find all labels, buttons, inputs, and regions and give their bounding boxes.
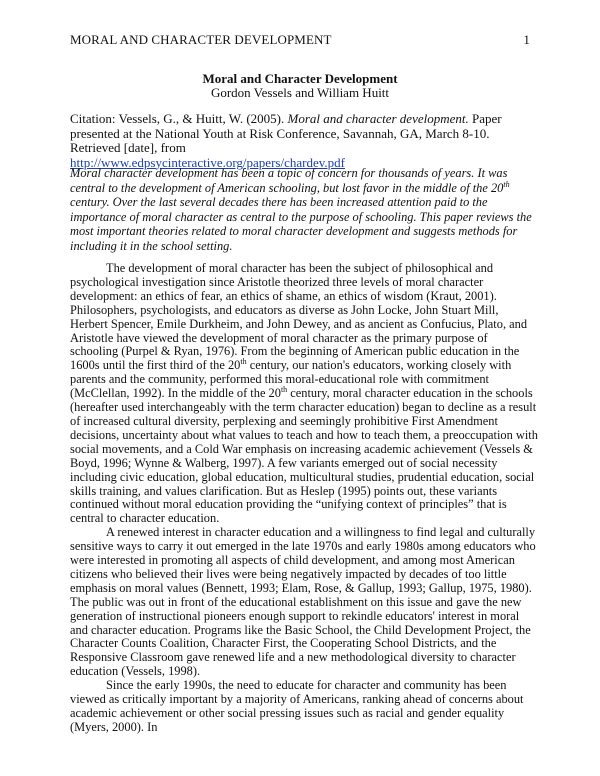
citation-work-title: Moral and character development. (287, 111, 469, 126)
paragraph-1-text-b: century, our nation's educators, working closely with parents and the community, performed this moral-educational role with commitment (McClellan, 1992). In the middle of the 20 (70, 358, 512, 401)
paper-authors: Gordon Vessels and William Huitt (210, 85, 390, 100)
abstract (70, 166, 540, 253)
title-block (70, 72, 530, 100)
citation-prefix: Citation: Vessels, G., & Huitt, W. (2005). (70, 111, 288, 126)
page-number: 1 (523, 32, 530, 47)
paragraph-2: A renewed interest in character education and a willingness to find legal and culturally sensitive ways to carry it out emerged in the late 1970s and early 1980s among educators who were interested in promoting all aspects of child development, and among most American citizens who believed their lives were being negatively impacted by decades of too little emphasis on moral values (Bennett, 1993; Elam, Rose, & Gallup, 1993; Gallup, 1975, 1980). The public was out in front of the educational establishment on this issue and gave the new generation of instructional pioneers enough support to rekindle educators' interest in moral and character education. Programs like the Basic School, the Child Development Project, the Character Counts Coalition, Character First, the Cooperating School Districts, and the Responsive Classroom gave renewed life and a new methodological diversity to character education (Vessels, 1998). (70, 525, 536, 679)
citation-url-link[interactable]: http://www.edpsycinteractive.org/papers/chardev.pdf (70, 154, 345, 170)
abstract-superscript: th (503, 179, 510, 189)
abstract-text-1: Moral character development has been a topic of concern for thousands of years. It was central to the development of American schooling, but lost favor in the middle of the 20 (70, 166, 508, 195)
paragraph-3: Since the early 1990s, the need to educate for character and community has been viewed as critically important by a majority of Americans, ranking ahead of concerns about academic achievement or other social pressing issues such as racial and gender equality (Myers, 2000). In (70, 678, 524, 734)
citation (70, 112, 540, 170)
paper-title: Moral and Character Development (202, 71, 398, 86)
paragraph-1 (70, 262, 538, 526)
running-head-title: MORAL AND CHARACTER DEVELOPMENT (70, 32, 332, 47)
paragraph-1-superscript-1: th (240, 357, 247, 367)
running-header (70, 32, 530, 48)
body-text (70, 262, 538, 735)
paragraph-1-superscript-2: th (280, 385, 288, 395)
abstract-text-2: century. Over the last several decades there has been increased attention paid to the importance of moral character as central to the purpose of schooling. This paper reviews the most important theories related to moral character development and suggests methods for including it in the school setting. (70, 195, 532, 253)
citation-suffix: Paper presented at the National Youth at Risk Conference, Savannah, GA, March 8-10. Retrieved [date], from (70, 111, 502, 155)
paragraph-1-text-c: century, moral character education in the schools (hereafter used interchangeably with the term character education) began to decline as a result of increased cultural diversity, perplexing and seemingly prohibitive First Amendment decisions, uncertainty about what values to teach and how to teach them, a preoccupation with social movements, and a Cold War emphasis on increasing academic achievement (Vessels & Boyd, 1996; Wynne & Walberg, 1997). A few variants emerged out of social necessity including civic education, global education, multicultural studies, prudential education, social skills training, and values clarification. But as Heslep (1995) points out, these variants continued without moral education providing the “unifying context of principles” that is central to character education. (70, 386, 538, 526)
paragraph-1-text-a: The development of moral character has been the subject of philosophical and psychological investigation since Aristotle theorized three levels of moral character development: an ethics of fear, an ethics of shame, an ethics of wisdom (Kraut, 2001). Philosophers, psychologists, and educators as diverse as John Locke, John Stuart Mill, Herbert Spencer, Emile Durkheim, and John Dewey, and as ancient as Confucius, Plato, and Aristotle have viewed the development of moral character as the primary purpose of schooling (Purpel & Ryan, 1976). From the beginning of American public education in the 1600s until the first third of the 20 (70, 261, 528, 373)
